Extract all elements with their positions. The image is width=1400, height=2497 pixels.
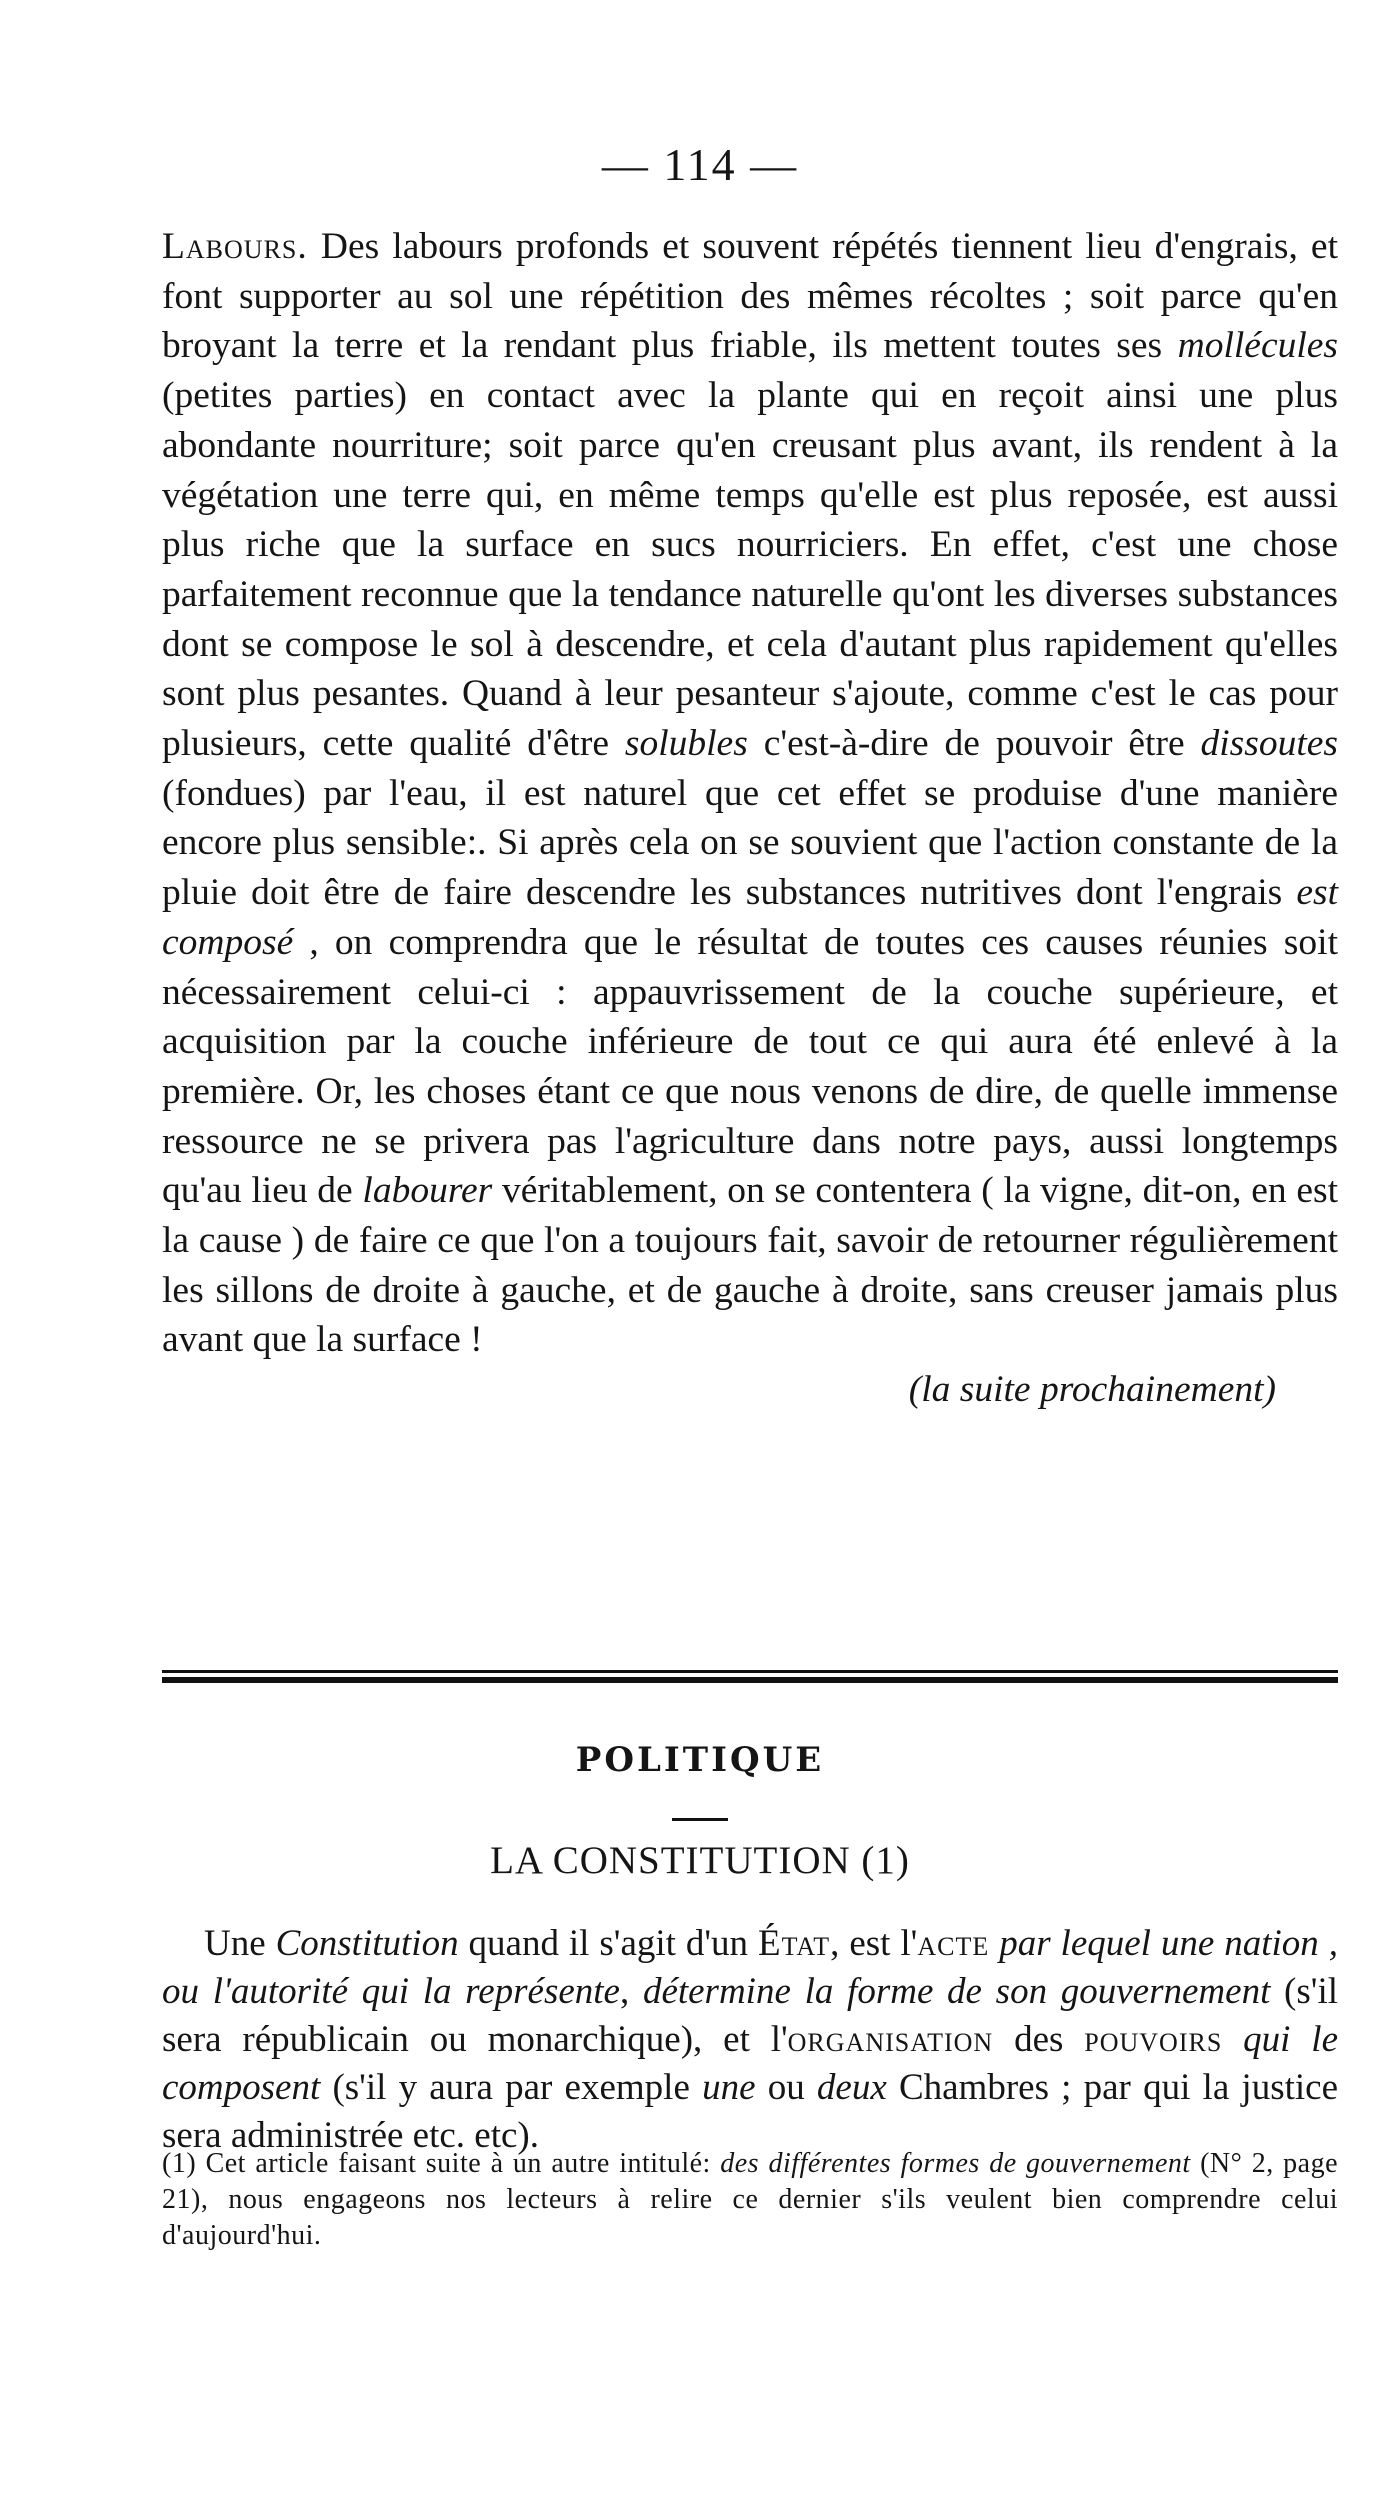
- constitution-text: (s'il sera républicain ou monarchique), et l': [162, 1971, 1338, 2060]
- article-text: (petites parties) en contact avec la plante qui en reçoit ainsi une plus abondante nourriture; soit parce qu'en creusant plus avant, ils rendent à la végétation une terre qui, en même temps qu'elle est plus reposée, est aussi plus riche que la surface en sucs nourriciers. En effet, c'est une chose parfaitement reconnue que la tendance naturelle qu'ont les diverses substances dont se compose le sol à descendre, et cela d'autant plus rapidement qu'elles sont plus pesantes. Quand à leur pesanteur s'ajoute, comme c'est le cas pour plusieurs, cette qualité d'être: [162, 375, 1338, 765]
- constitution-text: [1222, 2019, 1243, 2060]
- section-heading: POLITIQUE: [575, 1740, 825, 1780]
- article-text: Des labours profonds et souvent répétés tiennent lieu d'engrais, et font supporter au sol une répétition des mêmes récoltes ; soit parce qu'en broyant la terre et la rendant plus friable, ils mettent toutes ses: [162, 226, 1338, 367]
- constitution-text: Une: [204, 1923, 276, 1964]
- divider-thick-line: [162, 1677, 1338, 1683]
- article-text: c'est-à-dire de pouvoir être: [747, 723, 1201, 765]
- divider-thin-line: [162, 1670, 1338, 1673]
- continuation-note: (la suite prochainement): [908, 1369, 1276, 1411]
- constitution-text: ,: [619, 1971, 643, 2012]
- constitution-smallcaps: État: [757, 1923, 831, 1964]
- constitution-text: des: [993, 2019, 1085, 2060]
- constitution-italic: Constitution: [275, 1923, 459, 1964]
- constitution-text: (s'il y aura par exemple: [320, 2067, 703, 2108]
- constitution-text: [989, 1923, 999, 1964]
- section-subheading: LA CONSTITUTION (1): [490, 1839, 910, 1882]
- heading-rule: [672, 1818, 728, 1821]
- section-divider: [162, 1670, 1338, 1684]
- constitution-paragraph: [162, 1920, 1338, 2160]
- constitution-italic: par lequel une nation , ou l'autorité qui la représente: [162, 1923, 1338, 2012]
- constitution-italic: deux: [816, 2067, 887, 2108]
- article-text: véritablement, on se contentera ( la vigne, dit-on, en est la cause ) de faire ce que l'on a toujours fait, savoir de retourner régulièrement les sillons de droite à gauche, et de gauche à droite, sans creuser jamais plus avant que la surface !: [162, 1170, 1338, 1361]
- constitution-text: ou: [755, 2067, 817, 2108]
- constitution-smallcaps: acte: [917, 1923, 990, 1964]
- footnote-text: (1) Cet article faisant suite à un autre intitulé:: [162, 2148, 721, 2179]
- constitution-text: , est l': [830, 1923, 918, 1964]
- constitution-italic: détermine la forme de son gouvernement: [642, 1971, 1271, 2012]
- article-lead-word: Labours.: [162, 226, 308, 267]
- article-text: (fondues) par l'eau, il est naturel que cet effet se produise d'une manière encore plus sensible:. Si après cela on se souvient que l'action constante de la pluie doit être de faire descendre les substances nutritives dont l'engrais: [162, 772, 1338, 914]
- constitution-smallcaps: organisation: [787, 2019, 994, 2060]
- page-number: — 114 —: [601, 139, 799, 190]
- constitution-text: quand il s'agit d'un: [458, 1923, 758, 1964]
- article-italic: dissoutes: [1200, 723, 1338, 765]
- article-labours: [162, 222, 1338, 1415]
- footnote-text: (N° 2, page 21), nous engageons nos lecteurs à relire ce dernier s'ils veulent bien comprendre celui d'aujourd'hui.: [162, 2148, 1339, 2251]
- article-italic: est composé: [162, 872, 1338, 963]
- constitution-smallcaps: pouvoirs: [1084, 2019, 1223, 2060]
- article-italic: labourer: [362, 1170, 493, 1212]
- footnote-italic: des différentes formes de gouvernement: [720, 2148, 1191, 2179]
- article-italic: solubles: [624, 723, 748, 765]
- article-text: , on comprendra que le résultat de toutes ces causes réunies soit nécessairement celui-ci : appauvrissement de la couche supérieure, et acquisition par la couche inférieure de tout ce qui aura été enlevé à la première. Or, les choses étant ce que nous venons de dire, de quelle immense ressource ne se privera pas l'agriculture dans notre pays, aussi longtemps qu'au lieu de: [162, 921, 1338, 1212]
- constitution-italic: une: [702, 2067, 756, 2108]
- footnote: [162, 2146, 1338, 2254]
- constitution-text: Chambres ; par qui la justice sera administrée etc. etc).: [162, 2067, 1339, 2156]
- constitution-italic: qui le composent: [162, 2019, 1338, 2108]
- article-italic: mollécules: [1177, 325, 1338, 367]
